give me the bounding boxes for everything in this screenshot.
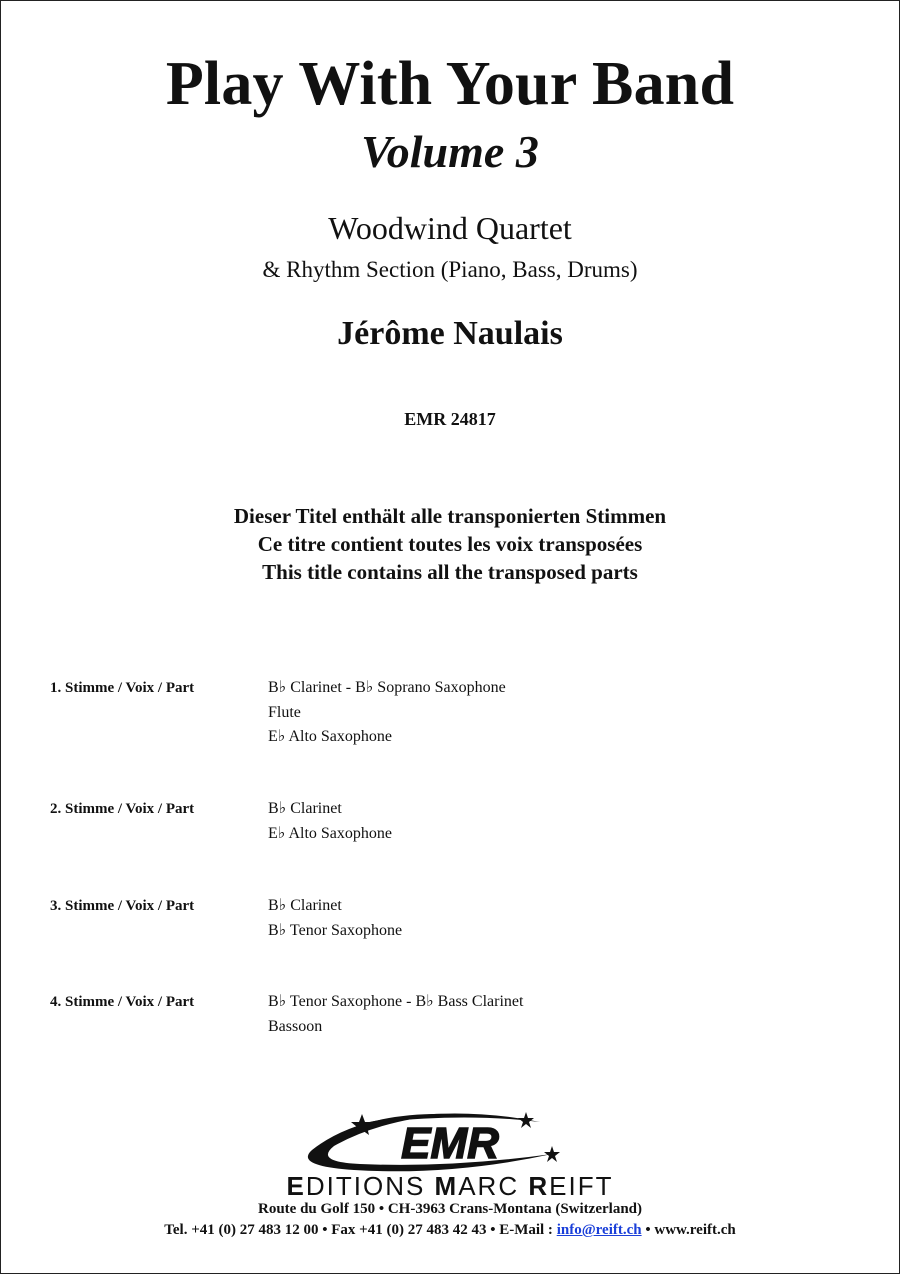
ensemble-label: Woodwind Quartet [328, 210, 572, 246]
rhythm-section-label: & Rhythm Section (Piano, Bass, Drums) [262, 257, 638, 282]
instrument-item: E♭ Alto Saxophone [268, 728, 392, 745]
composer-name: Jérôme Naulais [337, 315, 563, 352]
instrument-item: Bassoon [268, 1017, 323, 1035]
instrument-item: E♭ Alto Saxophone [268, 824, 392, 842]
publisher-initial-r: R [528, 1171, 550, 1201]
emr-logo-text: EMR [401, 1119, 499, 1168]
instrument-item: B♭ Clarinet [268, 897, 342, 914]
instrument-item: B♭ Clarinet [268, 800, 342, 817]
publisher-initial-e: E [286, 1171, 306, 1201]
part-label: 4. Stimme / Voix / Part [50, 994, 195, 1010]
instrument-item: B♭ Clarinet - B♭ Soprano Saxophone [268, 679, 506, 696]
notice-line-german: Dieser Titel enthält alle transponierten Stimmen [233, 504, 667, 528]
publisher-address: Route du Golf 150 • CH-3963 Crans-Montana (Switzerland) [258, 1201, 642, 1217]
emr-logo-graphic [300, 1106, 600, 1176]
part-instruments [268, 797, 392, 846]
notice-line-english: This title contains all the transposed parts [262, 560, 638, 584]
publisher-name [0, 1171, 900, 1201]
volume-subtitle: Volume 3 [361, 126, 539, 177]
emr-logo [300, 1106, 600, 1176]
publisher-text-eift: EIFT [549, 1171, 614, 1201]
publisher-text-arc: ARC [458, 1171, 529, 1201]
instrument-item: Flute [268, 703, 301, 721]
part-label: 3. Stimme / Voix / Part [50, 898, 195, 914]
part-label: 1. Stimme / Voix / Part [50, 680, 195, 696]
transposition-notice [0, 502, 900, 586]
publisher-text-ditions: DITIONS [305, 1171, 435, 1201]
email-link[interactable]: info@reift.ch [556, 1222, 642, 1238]
notice-line-french: Ce titre contient toutes les voix transposées [257, 532, 643, 556]
instrument-item: B♭ Tenor Saxophone - B♭ Bass Clarinet [268, 993, 524, 1010]
contact-website: • www.reift.ch [641, 1222, 736, 1238]
page-title: Play With Your Band [165, 50, 735, 118]
instrument-item: B♭ Tenor Saxophone [268, 921, 403, 939]
part-label: 2. Stimme / Voix / Part [50, 801, 195, 817]
part-instruments [268, 894, 402, 943]
contact-phone-fax: Tel. +41 (0) 27 483 12 00 • Fax +41 (0) 27 483 42 43 • E-Mail : [164, 1222, 557, 1238]
publisher-initial-m: M [434, 1171, 459, 1201]
part-instruments [268, 990, 523, 1039]
publisher-contact [0, 1220, 900, 1240]
catalog-number: EMR 24817 [404, 409, 496, 429]
part-instruments [268, 676, 506, 750]
